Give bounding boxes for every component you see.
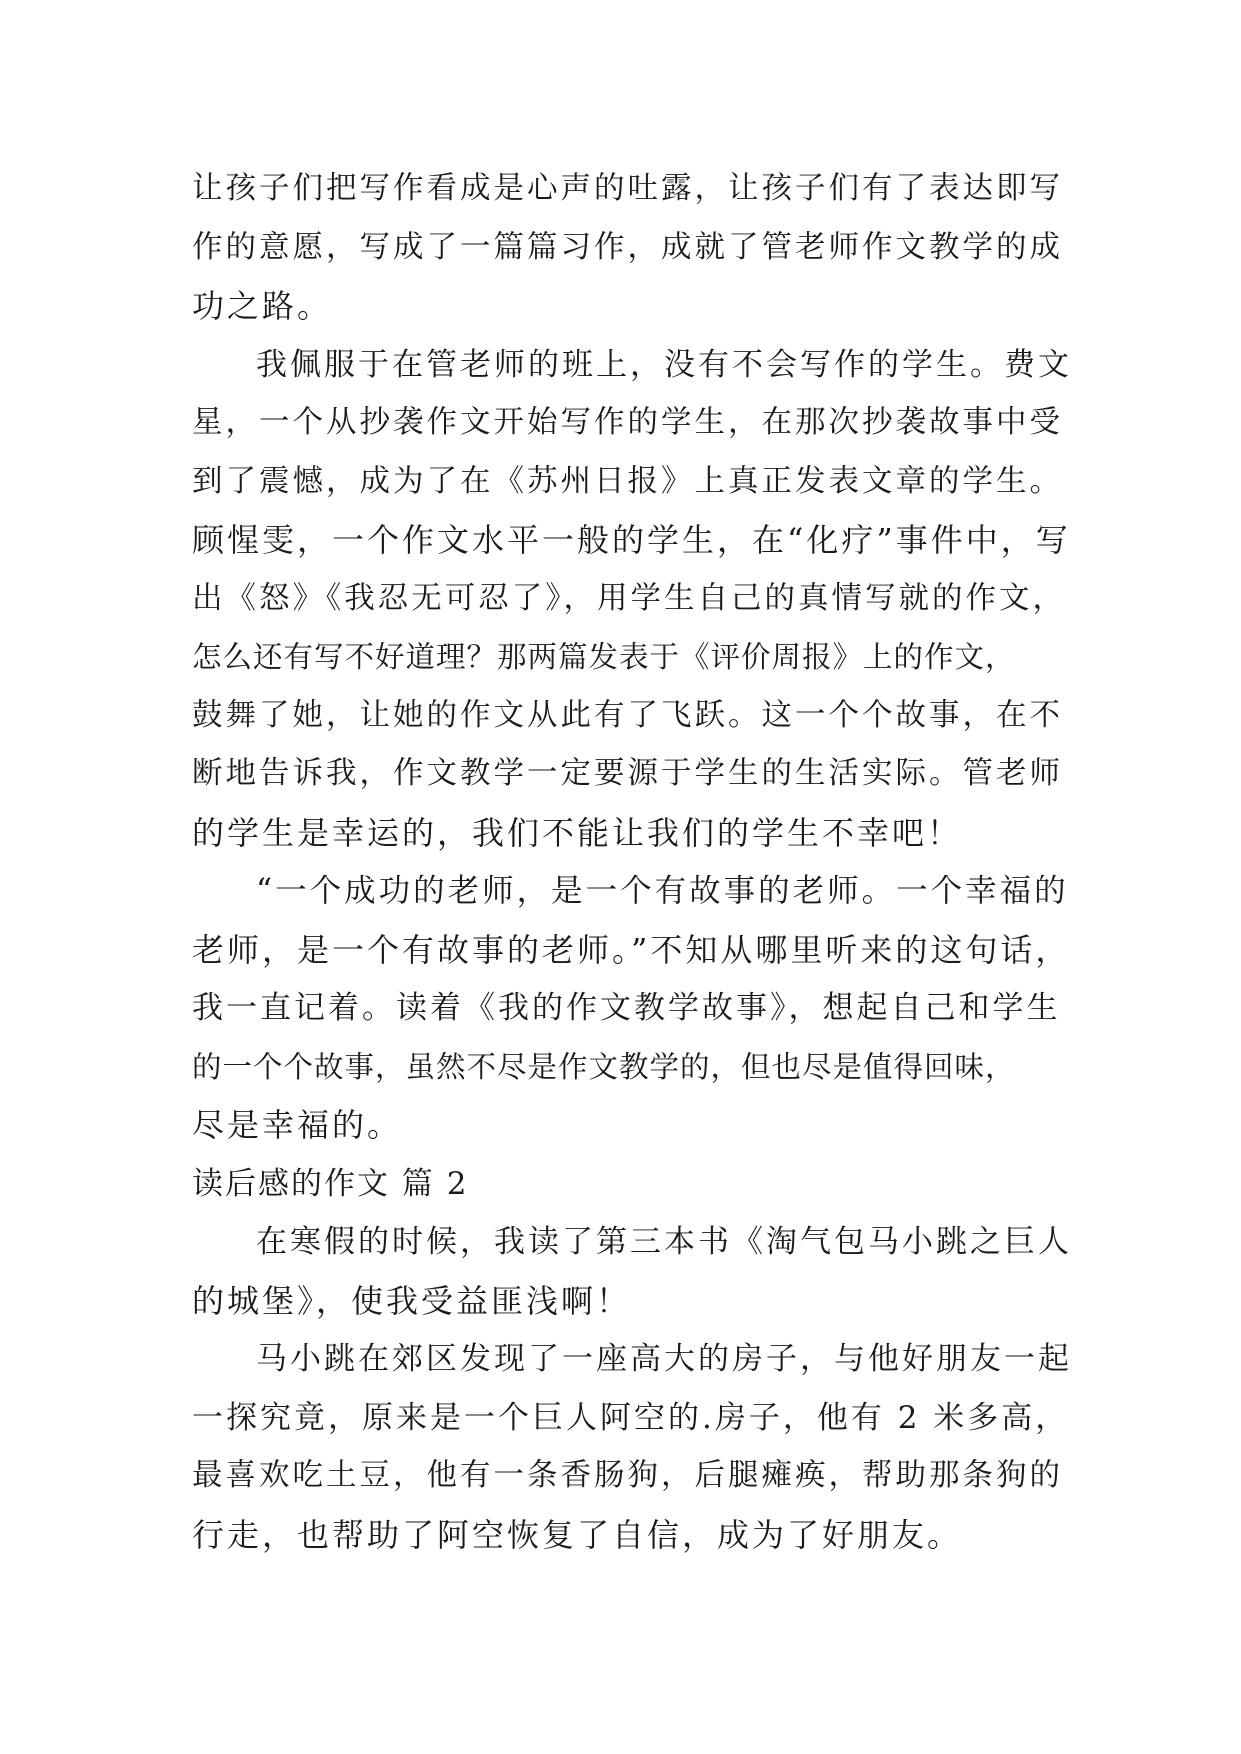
text-line: 功之路。 (192, 287, 333, 325)
section-heading: 读后感的作文 篇 2 (192, 1165, 469, 1202)
text-line: 我一直记着。读着《我的作文教学故事》，想起自己和学生 (192, 990, 1061, 1026)
text-line: 老师，是一个有故事的老师。”不知从哪里听来的这句话， (192, 930, 1071, 969)
text-line: 断地告诉我，作文教学一定要源于学生的生活实际。管老师 (192, 756, 1063, 791)
text-line: 尽是幸福的。 (192, 1106, 403, 1144)
text-line: 星，一个从抄袭作文开始写作的学生，在那次抄袭故事中受 (192, 405, 1063, 440)
paragraph-first-line: 马小跳在郊区发现了一座高大的房子，与他好朋友一起 (256, 1341, 1072, 1377)
text-line: 让孩子们把写作看成是心声的吐露，让孩子们有了表达即写 (192, 171, 1063, 206)
document-body (192, 160, 1072, 1564)
text-line: 出《怒》《我忍无可忍了》，用学生自己的真情写就的作文， (192, 580, 1066, 616)
text-line: 行走，也帮助了阿空恢复了自信，成为了好朋友。 (192, 1515, 963, 1554)
text-line: 作的意愿，写成了一篇篇习作，成就了管老师作文教学的成 (192, 229, 1063, 265)
text-line: 最喜欢吃土豆，他有一条香肠狗，后腿瘫痪，帮助那条狗的 (192, 1458, 1063, 1493)
text-line: 到了震憾，成为了在《苏州日报》上真正发表文章的学生。 (192, 463, 1063, 499)
text-line: 鼓舞了她，让她的作文从此有了飞跃。这一个个故事，在不 (192, 697, 1063, 733)
text-line: 怎么还有写不好道理？那两篇发表于《评价周报》上的作文， (192, 640, 1016, 674)
paragraph-first-line: “一个成功的老师，是一个有故事的老师。一个幸福的 (256, 873, 1069, 909)
paragraph-first-line: 我佩服于在管老师的班上，没有不会写作的学生。费文 (256, 346, 1072, 383)
text-line: 的一个个故事，虽然不尽是作文教学的，但也尽是值得回味， (192, 1049, 1016, 1084)
text-line: 一探究竟，原来是一个巨人阿空的.房子，他有 2 米多高， (192, 1399, 1070, 1436)
paragraph-first-line: 在寒假的时候，我读了第三本书《淘气包马小跳之巨人 (256, 1224, 1072, 1260)
text-line: 的城堡》，使我受益匪浅啊！ (192, 1281, 632, 1320)
text-line: 的学生是幸运的，我们不能让我们的学生不幸吧！ (192, 813, 963, 852)
text-line: 顾惺雯，一个作文水平一般的学生，在“化疗”事件中，写 (192, 521, 1071, 559)
